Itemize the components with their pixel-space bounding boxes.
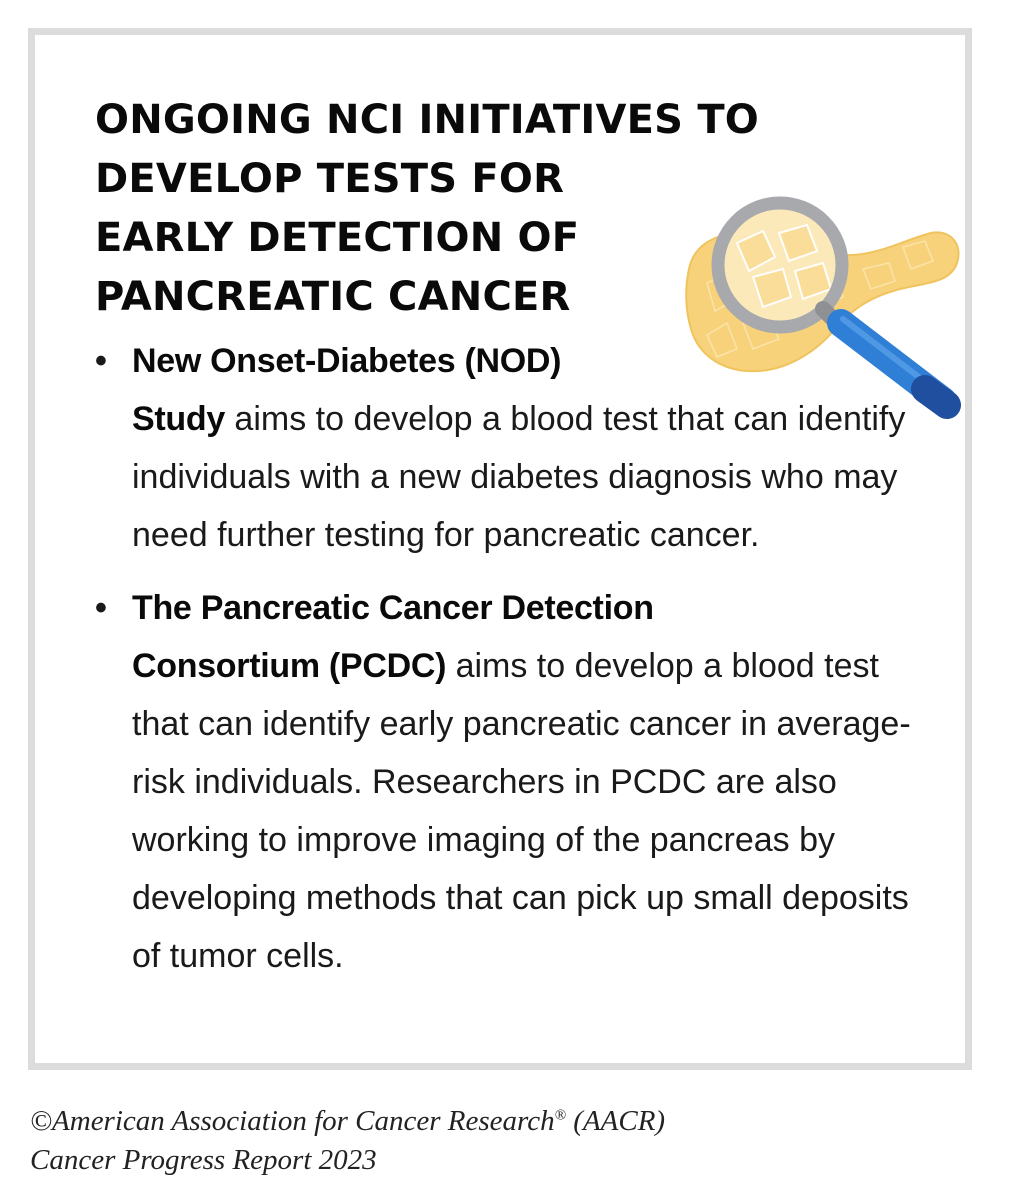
initiative-name-continued: Consortium (PCDC) bbox=[132, 647, 447, 685]
copyright-abbreviation: (AACR) bbox=[566, 1105, 666, 1137]
registered-mark: ® bbox=[554, 1107, 567, 1124]
initiative-name-continued: Study bbox=[132, 400, 225, 438]
infographic-frame bbox=[28, 28, 972, 1070]
list-item bbox=[95, 332, 935, 564]
initiative-description: aims to develop a blood test that can identify individuals with a new diabetes diagnosis who may need further testing for pancreatic cancer. bbox=[132, 400, 906, 554]
title-line: ONGOING NCI INITIATIVES TO bbox=[95, 97, 760, 143]
title-line: DEVELOP TESTS FOR bbox=[95, 156, 565, 202]
list-item bbox=[95, 579, 935, 985]
copyright-footer bbox=[30, 1102, 990, 1180]
title-line: PANCREATIC CANCER bbox=[95, 274, 571, 320]
initiative-name: New Onset-Diabetes (NOD) bbox=[132, 342, 562, 380]
bullet-marker: • bbox=[95, 589, 107, 627]
report-name: Cancer Progress Report 2023 bbox=[30, 1144, 377, 1176]
title-line: EARLY DETECTION OF bbox=[95, 215, 580, 261]
copyright-organization: ©American Association for Cancer Research bbox=[30, 1105, 555, 1137]
bullet-marker: • bbox=[95, 342, 107, 380]
initiatives-list bbox=[95, 332, 935, 985]
copyright-line bbox=[30, 1102, 990, 1141]
initiative-description: aims to develop a blood test that can identify early pancreatic cancer in average-risk individuals. Researchers in PCDC are also working to improve imaging of the pancreas by developing methods that can pick up small deposits of tumor cells. bbox=[132, 647, 911, 975]
initiative-name: The Pancreatic Cancer Detection bbox=[132, 589, 654, 627]
